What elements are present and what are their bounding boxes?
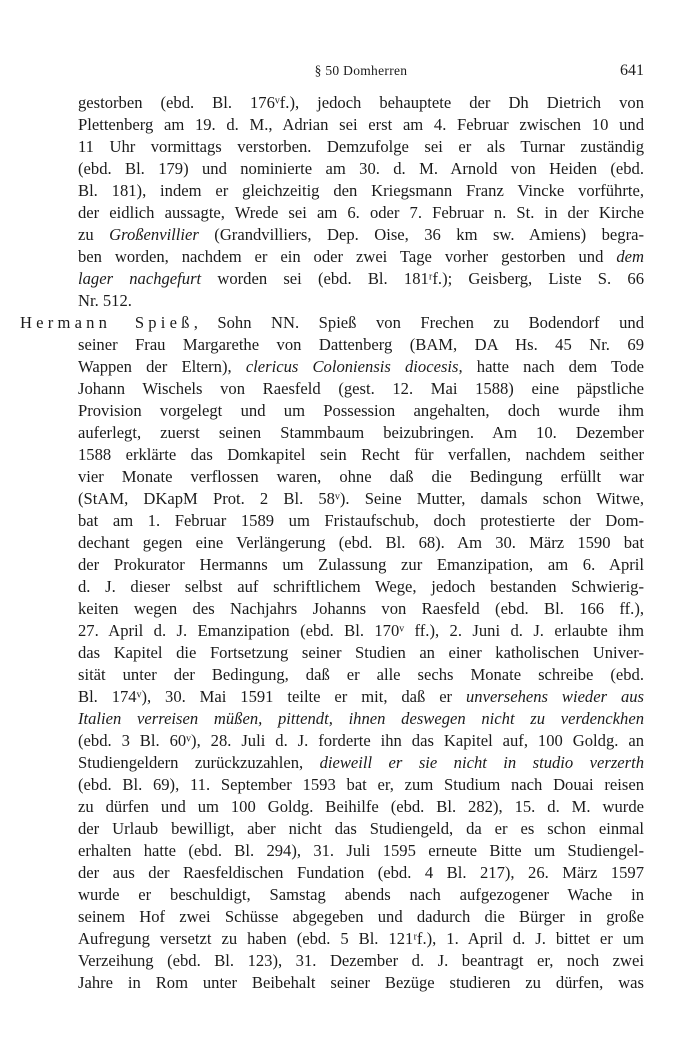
italic-quote: unversehens wieder aus — [465, 687, 644, 706]
text-line: wurde er beschuldigt, Samstag abends nach aufgezogener Wache in — [78, 885, 644, 904]
text-line: das Kapitel die Fortsetzung seiner Studien an einer katholischen Univer- — [78, 643, 644, 662]
page-number: 641 — [620, 62, 644, 79]
italic-quote: clericus Coloniensis diocesis, — [245, 357, 463, 376]
text-line: auferlegt, zuerst seinen Stammbaum beizubringen. Am 10. Dezember — [78, 423, 644, 442]
text-line: Bl. 181), indem er gleichzeitig den Kriegsmann Franz Vincke vorführte, — [78, 181, 644, 200]
text-line: der Prokurator Hermanns um Zulassung zur Emanzipation, am 6. April — [78, 555, 644, 574]
text-line: lager nachgefurt worden sei (ebd. Bl. 181ʳf.); Geisberg, Liste S. 66 — [78, 269, 644, 288]
text-line: (ebd. Bl. 179) und nominierte am 30. d. M. Arnold von Heiden (ebd. — [78, 159, 644, 178]
text-line: bat am 1. Februar 1589 um Fristaufschub, doch protestierte der Dom- — [78, 511, 644, 530]
text-line — [78, 708, 644, 730]
text-line: Johann Wischels von Raesfeld (gest. 12. Mai 1588) eine päpstliche — [78, 379, 644, 398]
entry-name: Hermann Spieß — [20, 313, 194, 332]
text-line: zu dürfen und um 100 Goldg. Beihilfe (ebd. Bl. 282), 15. d. M. wurde — [78, 797, 644, 816]
running-head: § 50 Domherren — [314, 63, 408, 78]
text-line: Bl. 174ᵛ), 30. Mai 1591 teilte er mit, daß er unversehens wieder aus — [78, 687, 644, 706]
text-line: zu Großenvillier (Grandvilliers, Dep. Oise, 36 km sw. Amiens) begra- — [78, 225, 644, 244]
text-line: (ebd. Bl. 69), 11. September 1593 bat er, zum Studium nach Douai reisen — [78, 775, 644, 794]
text-line: seinem Hof zwei Schüsse abgegeben und dadurch die Bürger in große — [78, 907, 644, 926]
text-line: d. J. dieser selbst auf schriftlichem Wege, jedoch bestanden Schwierig- — [78, 577, 644, 596]
text-line: erhalten hatte (ebd. Bl. 294), 31. Juli 1595 erneute Bitte um Studiengel- — [78, 841, 644, 860]
italic-quote: lager nachgefurt — [78, 269, 202, 288]
text-line: der eidlich aussagte, Wrede sei am 6. oder 7. Februar n. St. in der Kirche — [78, 203, 644, 222]
text-line: dechant gegen eine Verlängerung (ebd. Bl. 68). Am 30. März 1590 bat — [78, 533, 644, 552]
text-line: gestorben (ebd. Bl. 176ᵛf.), jedoch behauptete der Dh Dietrich von — [78, 93, 644, 112]
text-line: 27. April d. J. Emanzipation (ebd. Bl. 170ᵛ ff.), 2. Juni d. J. erlaubte ihm — [78, 621, 644, 640]
italic-quote: Großenvillier — [109, 225, 199, 244]
italic-quote: dieweill er sie nicht in studio verzerth — [319, 753, 645, 772]
text-line: (ebd. 3 Bl. 60ᵛ), 28. Juli d. J. forderte ihn das Kapitel auf, 100 Goldg. an — [78, 731, 644, 750]
text-line: 1588 erklärte das Domkapitel sein Recht für verfallen, nachdem seither — [78, 445, 644, 464]
italic-quote: dem — [616, 247, 644, 266]
text-line: Studiengeldern zurückzuzahlen, dieweill er sie nicht in studio verzerth — [78, 753, 645, 772]
text-line: Plettenberg am 19. d. M., Adrian sei erst am 4. Februar zwischen 10 und — [78, 115, 644, 134]
text-line: keiten wegen des Nachjahrs Johanns von Raesfeld (ebd. Bl. 166 ff.), — [78, 599, 644, 618]
text-line: Provision vorgelegt und um Possession angehalten, doch wurde ihm — [78, 401, 644, 420]
text-line: Nr. 512. — [78, 291, 132, 310]
text-line: der aus der Raesfeldischen Fundation (ebd. 4 Bl. 217), 26. März 1597 — [78, 863, 644, 882]
text-line: Verzeihung (ebd. Bl. 123), 31. Dezember d. J. beantragt er, noch zwei — [78, 951, 644, 970]
text-line: Wappen der Eltern), clericus Coloniensis diocesis, hatte nach dem Tode — [78, 357, 644, 376]
text-line: Jahre in Rom unter Beibehalt seiner Bezüge studieren zu dürfen, was — [78, 973, 644, 992]
text-line: (StAM, DKapM Prot. 2 Bl. 58ᵛ). Seine Mutter, damals schon Witwe, — [78, 489, 644, 508]
text-line: seiner Frau Margarethe von Dattenberg (BAM, DA Hs. 45 Nr. 69 — [78, 335, 644, 354]
page-header — [78, 62, 644, 84]
text-line: vier Monate verflossen waren, ohne daß die Bedingung erfüllt war — [78, 467, 644, 486]
text-line: der Urlaub bewilligt, aber nicht das Studiengeld, da er es schon einmal — [78, 819, 644, 838]
italic-quote: Italien verreisen müßen, pittendt, ihnen deswegen nicht zu verdenckhen — [78, 709, 644, 728]
text-line: 11 Uhr vormittags verstorben. Demzufolge sei er als Turnar zuständig — [78, 137, 644, 156]
text-line: sität unter der Bedingung, daß er alle sechs Monate schreibe (ebd. — [78, 665, 644, 684]
text-line: Hermann Spieß, Sohn NN. Spieß von Frechen zu Bodendorf und — [20, 313, 644, 332]
text-line: Aufregung versetzt zu haben (ebd. 5 Bl. 121ʳf.), 1. April d. J. bittet er um — [78, 929, 644, 948]
text-line: ben worden, nachdem er ein oder zwei Tage vorher gestorben und dem — [78, 247, 644, 266]
